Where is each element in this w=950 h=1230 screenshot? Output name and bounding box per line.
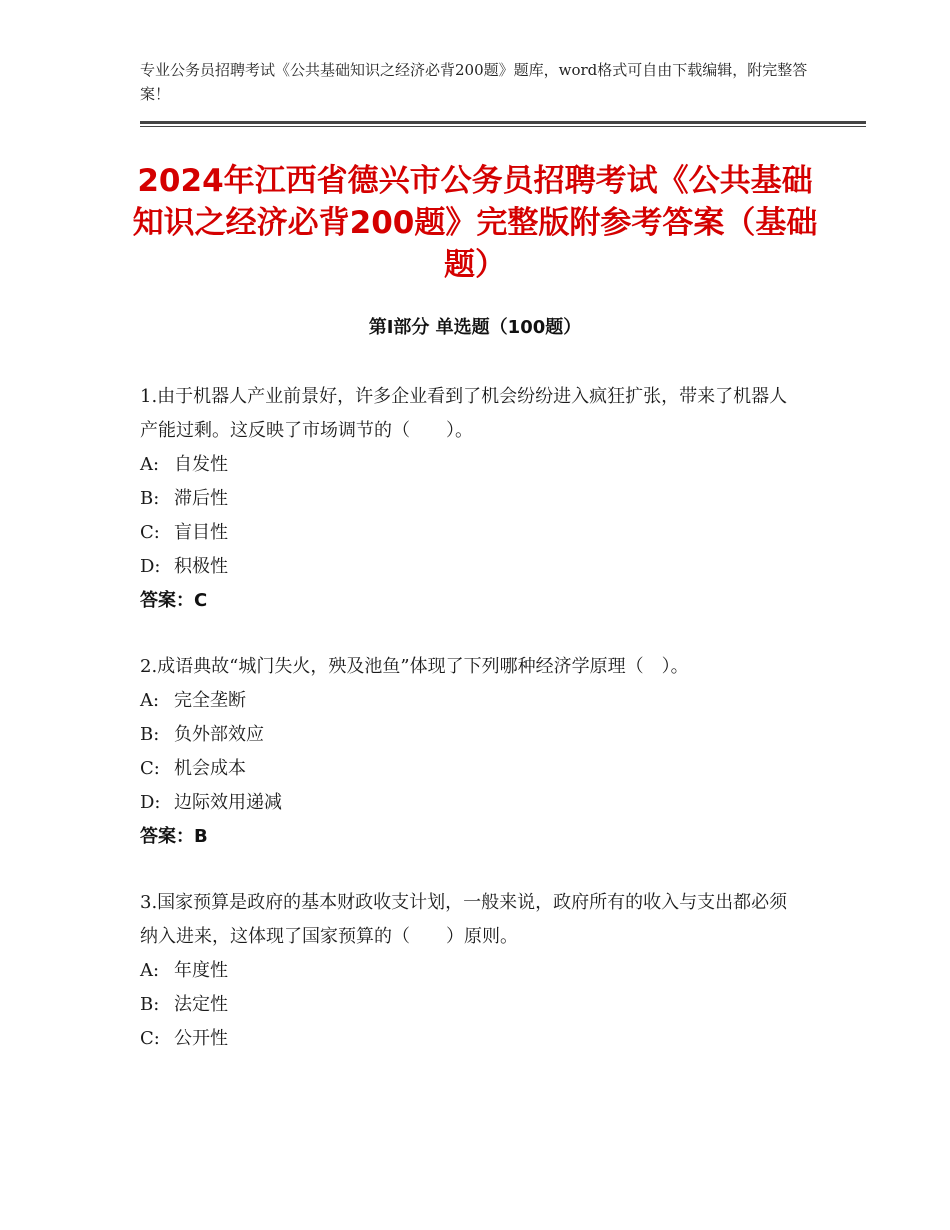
option-b xyxy=(140,988,800,1022)
header-note: 专业公务员招聘考试《公共基础知识之经济必背200题》题库，word格式可自由下载编辑，附完整答案！ xyxy=(140,61,808,103)
option-letter: A: xyxy=(140,454,160,475)
option-text: 积极性 xyxy=(174,556,228,577)
question-3 xyxy=(140,886,800,1056)
question-text: 1.由于机器人产业前景好，许多企业看到了机会纷纷进入疯狂扩张，带来了机器人产能过剩。这反映了市场调节的（ ）。 xyxy=(140,386,788,441)
option-letter: C: xyxy=(140,522,160,543)
option-c xyxy=(140,516,800,550)
option-a xyxy=(140,448,800,482)
option-letter: B: xyxy=(140,724,160,745)
option-d xyxy=(140,550,800,584)
option-a xyxy=(140,954,800,988)
option-text: 自发性 xyxy=(174,454,228,475)
header-divider-thick xyxy=(140,121,866,124)
option-letter: A: xyxy=(140,690,160,711)
option-text: 盲目性 xyxy=(174,522,228,543)
header-divider-thin xyxy=(140,126,866,127)
option-letter: D: xyxy=(140,556,161,577)
option-text: 负外部效应 xyxy=(174,724,264,745)
question-text: 2.成语典故“城门失火，殃及池鱼”体现了下列哪种经济学原理（ ）。 xyxy=(140,656,689,677)
question-1 xyxy=(140,380,800,618)
document-title: 2024年江西省德兴市公务员招聘考试《公共基础知识之经济必背200题》完整版附参考答案（基础题） xyxy=(132,163,818,283)
option-letter: A: xyxy=(140,960,160,981)
option-c xyxy=(140,752,800,786)
option-text: 滞后性 xyxy=(174,488,228,509)
question-text: 3.国家预算是政府的基本财政收支计划，一般来说，政府所有的收入与支出都必须纳入进来，这体现了国家预算的（ ）原则。 xyxy=(140,892,788,947)
answer-line: 答案：C xyxy=(140,590,208,611)
option-c xyxy=(140,1022,800,1056)
option-letter: C: xyxy=(140,758,160,779)
option-text: 机会成本 xyxy=(174,758,246,779)
section-title: 第Ⅰ部分 单选题（100题） xyxy=(368,317,582,338)
option-a xyxy=(140,684,800,718)
option-text: 法定性 xyxy=(174,994,228,1015)
option-letter: D: xyxy=(140,792,161,813)
option-b xyxy=(140,718,800,752)
option-text: 年度性 xyxy=(174,960,228,981)
option-b xyxy=(140,482,800,516)
option-d xyxy=(140,786,800,820)
option-letter: B: xyxy=(140,488,160,509)
option-text: 公开性 xyxy=(174,1028,228,1049)
option-letter: B: xyxy=(140,994,160,1015)
option-letter: C: xyxy=(140,1028,160,1049)
option-text: 完全垄断 xyxy=(174,690,246,711)
question-2 xyxy=(140,650,800,854)
option-text: 边际效用递减 xyxy=(174,792,282,813)
question-list xyxy=(140,380,800,1088)
answer-line: 答案：B xyxy=(140,826,208,847)
